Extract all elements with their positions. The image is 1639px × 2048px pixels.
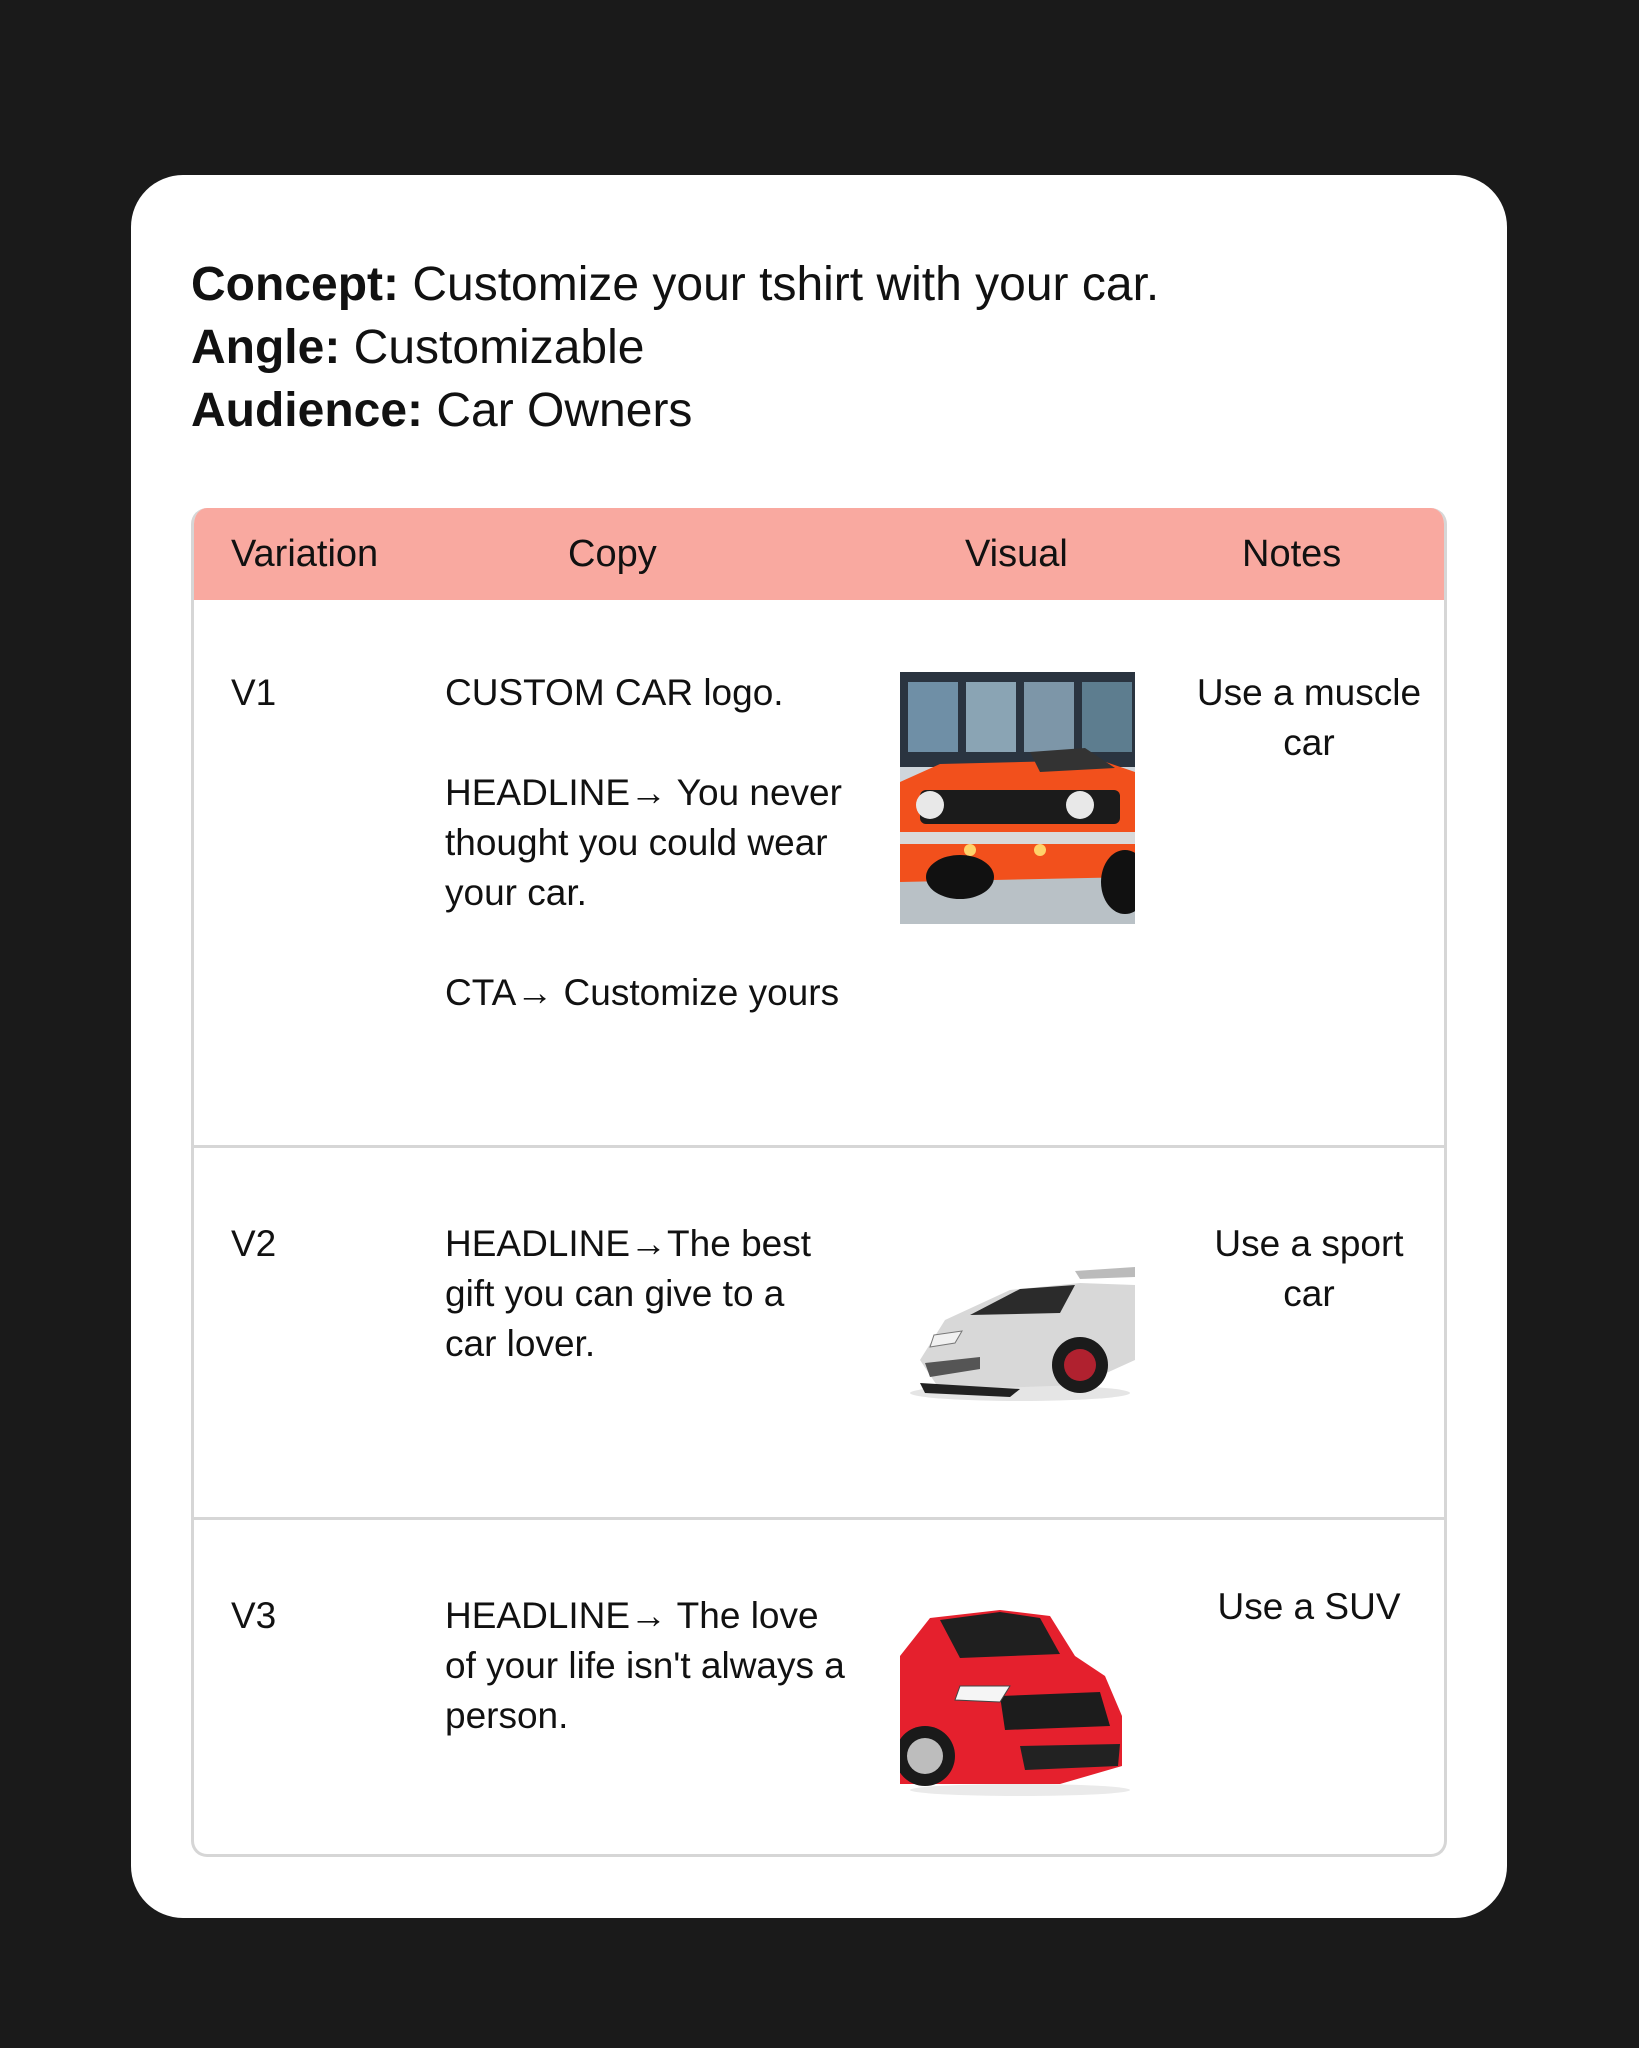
header-visual: Visual xyxy=(965,533,1068,575)
table-row xyxy=(194,1517,1444,1857)
variation-cell: V1 xyxy=(231,672,277,713)
notes-cell: Use a SUV xyxy=(1217,1586,1401,1627)
audience-line xyxy=(191,379,1159,442)
notes-cell: Use a muscle car xyxy=(1196,672,1422,763)
suv-image xyxy=(900,1606,1135,1796)
copy-line: CUSTOM CAR logo. xyxy=(445,672,784,713)
header-notes: Notes xyxy=(1242,533,1342,575)
table-row xyxy=(194,600,1444,1145)
copy-cell xyxy=(445,1591,845,1741)
header-variation: Variation xyxy=(231,533,379,575)
variations-table xyxy=(191,508,1447,1857)
copy-line: HEADLINE→ You never thought you could wear your car. xyxy=(445,772,842,913)
brief-card xyxy=(131,175,1507,1918)
variation-cell: V2 xyxy=(231,1223,277,1264)
concept-value: Customize your tshirt with your car. xyxy=(412,258,1160,311)
audience-value: Car Owners xyxy=(436,384,693,437)
audience-label: Audience: xyxy=(191,384,424,437)
concept-line xyxy=(191,253,1159,316)
concept-label: Concept: xyxy=(191,258,399,311)
table-header xyxy=(194,508,1444,600)
sport-car-image xyxy=(900,1265,1135,1405)
angle-label: Angle: xyxy=(191,321,341,374)
copy-line: HEADLINE→The best gift you can give to a car lover. xyxy=(445,1223,812,1364)
copy-cell xyxy=(445,1219,845,1369)
copy-line: CTA→ Customize yours xyxy=(445,972,840,1013)
variation-cell: V3 xyxy=(231,1595,277,1636)
copy-cell xyxy=(445,668,845,1018)
brief-meta xyxy=(191,253,1159,442)
muscle-car-image xyxy=(900,672,1135,924)
table-row xyxy=(194,1145,1444,1520)
notes-cell: Use a sport car xyxy=(1214,1223,1404,1314)
angle-value: Customizable xyxy=(353,321,645,374)
header-copy: Copy xyxy=(568,533,657,575)
angle-line xyxy=(191,316,1159,379)
copy-line: HEADLINE→ The love of your life isn't always a person. xyxy=(445,1595,845,1736)
